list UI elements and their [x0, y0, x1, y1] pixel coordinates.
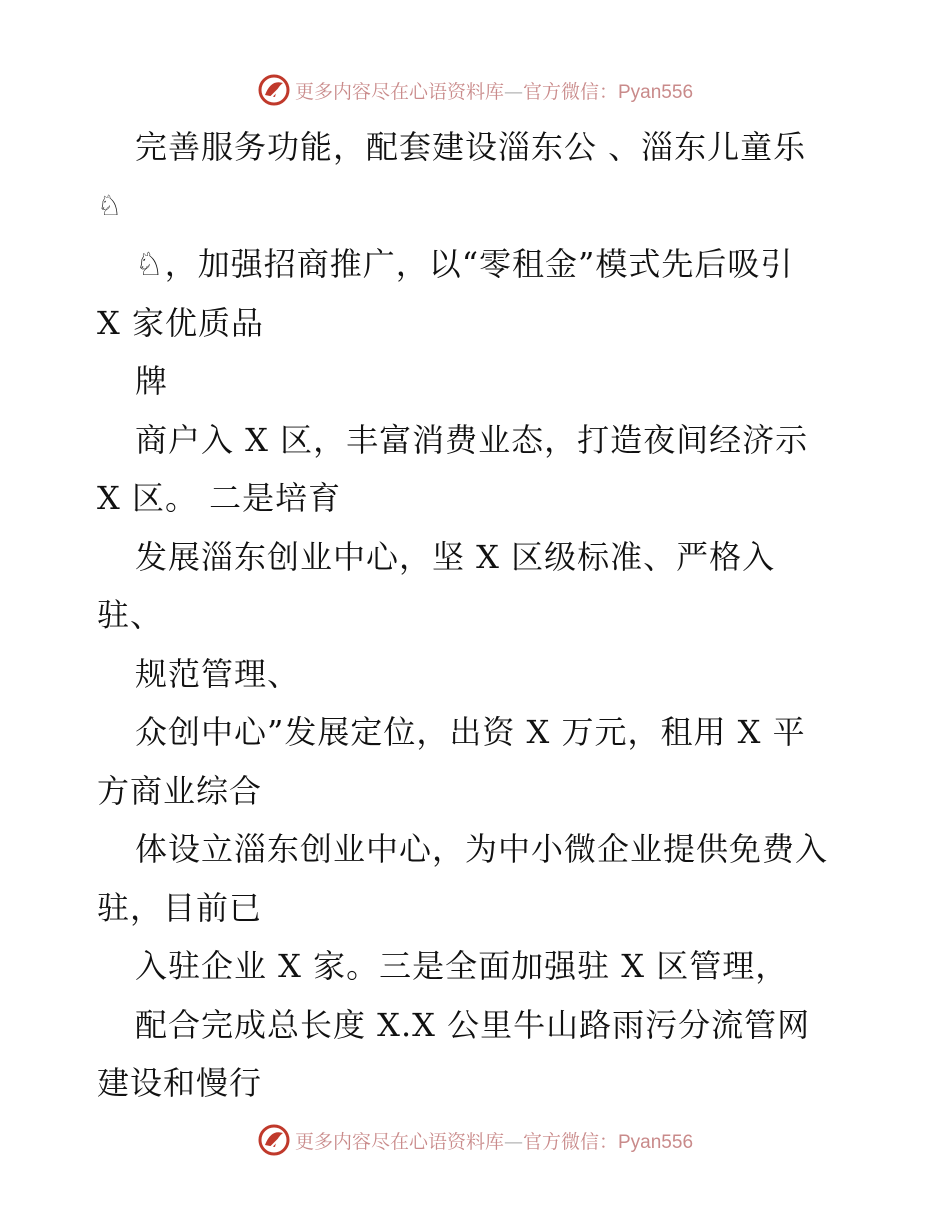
document-body — [97, 118, 867, 1113]
text-line-2-knight-glyph: ♘ — [97, 188, 124, 222]
banner-brand-text: 更多内容尽在心语资料库 — [294, 80, 504, 103]
text-line-13: 体设立淄东创业中心，为中小微企业提供免费入 — [135, 830, 829, 868]
banner-content — [257, 73, 693, 107]
text-line-5: 牌 — [135, 362, 169, 400]
banner-wechat-label: 官方微信： — [522, 1130, 618, 1153]
header-banner — [0, 70, 950, 110]
banner-wechat-id: Pyan556 — [618, 81, 694, 103]
text-line-4: X 家优质品 — [97, 303, 264, 342]
text-line-6: 商户入 X 区，丰富消费业态，打造夜间经济示 — [135, 420, 809, 459]
banner-brand-text: 更多内容尽在心语资料库 — [294, 1130, 504, 1153]
text-line-17: 建设和慢行 — [97, 1064, 263, 1102]
text-line-8: 发展淄东创业中心，坚 X 区级标准、严格入 — [135, 537, 776, 576]
text-line-3: ♘，加强招商推广，以“零租金”模式先后吸引 — [135, 245, 794, 283]
text-line-9: 驻、 — [97, 596, 164, 634]
banner-separator: — — [503, 80, 523, 103]
banner-wechat-label: 官方微信： — [522, 80, 618, 103]
banner-separator: — — [503, 1130, 523, 1153]
text-line-15: 入驻企业 X 家。三是全面加强驻 X 区管理， — [135, 947, 789, 985]
seal-logo-icon — [257, 1123, 291, 1157]
banner-content-footer — [257, 1123, 693, 1157]
text-line-10: 规范管理、 — [135, 654, 301, 693]
footer-banner — [0, 1120, 950, 1160]
banner-wechat-id: Pyan556 — [618, 1131, 694, 1153]
text-line-14: 驻，目前已 — [97, 888, 263, 927]
seal-logo-icon — [257, 73, 291, 107]
text-line-1: 完善服务功能，配套建设淄东公 、淄东儿童乐 — [135, 128, 807, 166]
text-line-11: 众创中心”发展定位，出资 X 万元，租用 X 平 — [135, 713, 806, 751]
text-line-7: X 区。 二是培育 — [97, 479, 342, 517]
text-line-12: 方商业综合 — [97, 771, 263, 810]
text-line-16: 配合完成总长度 X.X 公里牛山路雨污分流管网 — [135, 1005, 811, 1044]
